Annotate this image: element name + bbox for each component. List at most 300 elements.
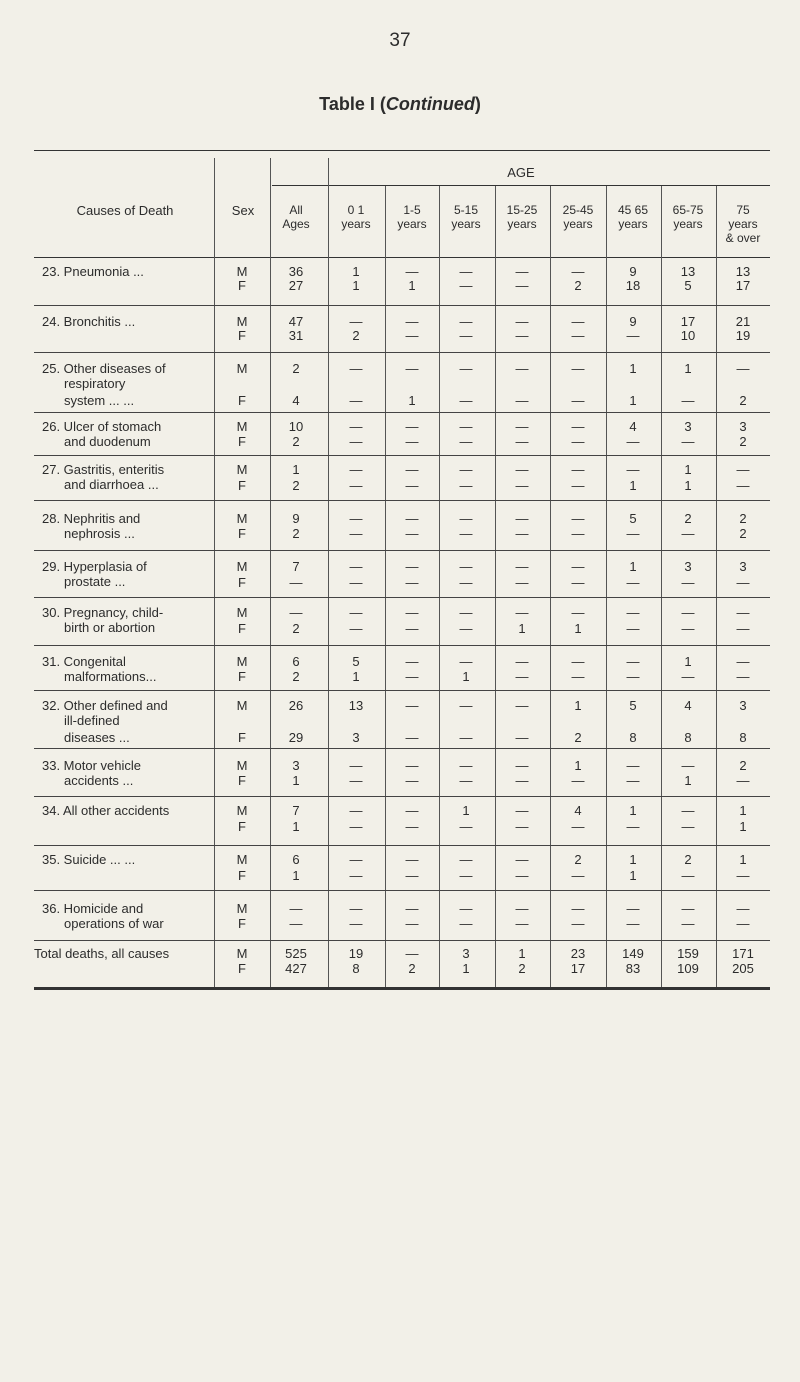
female-death-count: — (681, 868, 695, 883)
female-death-count: — (515, 434, 529, 449)
male-death-count: 1 (629, 803, 637, 818)
male-death-count: — (405, 605, 419, 620)
female-death-count: 1 (408, 278, 416, 293)
age-column-header-line: years (451, 217, 481, 231)
female-death-count: — (289, 575, 303, 590)
female-death-count: — (571, 669, 585, 684)
female-death-count: — (571, 478, 585, 493)
row-separator (34, 500, 770, 501)
female-death-count: — (349, 819, 363, 834)
causes-header: Causes of Death (76, 203, 174, 218)
female-death-count: — (459, 434, 473, 449)
sex-header: Sex (231, 203, 255, 218)
female-death-count: — (349, 575, 363, 590)
male-death-count: — (681, 803, 695, 818)
cause-of-death-label (42, 419, 161, 449)
age-column-header-line: All (289, 203, 303, 217)
female-death-count: 1 (352, 278, 360, 293)
female-death-count: 18 (625, 278, 641, 293)
male-death-count: 13 (735, 264, 751, 279)
female-death-count: — (626, 526, 640, 541)
male-death-count: — (571, 654, 585, 669)
female-death-count: — (349, 478, 363, 493)
male-death-count: — (515, 559, 529, 574)
male-death-count: — (681, 758, 695, 773)
female-death-count: — (736, 868, 750, 883)
header-bottom-rule (34, 257, 770, 258)
male-death-count: 1 (684, 462, 692, 477)
female-death-count: — (405, 819, 419, 834)
cause-label-line: system ... ... (64, 393, 135, 408)
male-death-count: — (681, 605, 695, 620)
male-death-count: — (626, 901, 640, 916)
female-death-count: — (349, 393, 363, 408)
male-death-count: — (571, 264, 585, 279)
male-death-count: — (736, 605, 750, 620)
sex-label-f: F (238, 478, 246, 493)
male-death-count: 9 (629, 314, 637, 329)
age-column-header (438, 203, 494, 231)
female-death-count: — (515, 478, 529, 493)
sex-label-m: M (236, 559, 248, 574)
cause-label-line: operations of war (64, 916, 164, 931)
male-death-count: 1 (739, 852, 747, 867)
female-death-count: 109 (677, 961, 699, 976)
female-death-count: — (571, 773, 585, 788)
female-death-count: — (459, 868, 473, 883)
male-death-count: 5 (629, 511, 637, 526)
male-death-count: 3 (684, 559, 692, 574)
female-death-count: — (571, 916, 585, 931)
male-death-count: 3 (684, 419, 692, 434)
row-separator (34, 645, 770, 646)
female-death-count: — (515, 730, 529, 745)
female-death-count: — (459, 730, 473, 745)
male-death-count: — (405, 852, 419, 867)
row-separator (34, 412, 770, 413)
sex-label-f: F (238, 669, 246, 684)
cause-label-line: prostate ... (64, 574, 126, 589)
female-death-count: — (626, 621, 640, 636)
cause-label-line: and duodenum (64, 434, 151, 449)
age-column-header-line: 0 1 (347, 203, 365, 217)
female-death-count: — (405, 916, 419, 931)
cause-label-line: accidents ... (64, 773, 134, 788)
male-death-count: — (515, 419, 529, 434)
female-death-count: 1 (352, 669, 360, 684)
male-death-count: 1 (629, 559, 637, 574)
female-death-count: — (459, 575, 473, 590)
female-death-count: — (405, 328, 419, 343)
male-death-count: — (515, 698, 529, 713)
female-death-count: — (736, 773, 750, 788)
age-column-header (328, 203, 384, 231)
male-death-count: 2 (292, 361, 300, 376)
cause-label-line: ill-defined (64, 713, 120, 728)
male-death-count: — (459, 901, 473, 916)
male-death-count: 4 (684, 698, 692, 713)
male-death-count: 3 (292, 758, 300, 773)
cause-label-line: nephrosis ... (64, 526, 135, 541)
male-death-count: — (459, 462, 473, 477)
cause-label-line: 26. Ulcer of stomach (42, 419, 162, 434)
sex-label-f: F (238, 773, 246, 788)
male-death-count: 5 (352, 654, 360, 669)
male-death-count: — (736, 654, 750, 669)
male-death-count: — (571, 901, 585, 916)
cause-of-death-label (42, 698, 168, 745)
cause-label-line: respiratory (64, 376, 126, 391)
sex-label-f: F (238, 393, 246, 408)
male-death-count: — (349, 852, 363, 867)
row-separator (34, 940, 770, 941)
female-death-count: — (681, 575, 695, 590)
female-death-count: — (349, 526, 363, 541)
cause-label-line: 25. Other diseases of (42, 361, 166, 376)
male-death-count: — (349, 511, 363, 526)
female-death-count: — (626, 669, 640, 684)
cause-label-line: 30. Pregnancy, child- (42, 605, 164, 620)
female-death-count: 2 (292, 478, 300, 493)
female-death-count: 1 (462, 669, 470, 684)
female-death-count: — (459, 773, 473, 788)
female-death-count: 2 (352, 328, 360, 343)
female-death-count: — (571, 526, 585, 541)
male-death-count: 2 (684, 511, 692, 526)
age-column-header-line: 1-5 (403, 203, 421, 217)
row-separator (34, 845, 770, 846)
female-death-count: — (515, 916, 529, 931)
table-title-continued: Continued (385, 94, 475, 114)
male-death-count: — (515, 264, 529, 279)
sex-label-m: M (236, 901, 248, 916)
page-number: 37 (389, 30, 411, 51)
female-death-count: — (515, 669, 529, 684)
female-death-count: 8 (629, 730, 637, 745)
column-divider (606, 186, 607, 987)
age-column-header-line: 15-25 (506, 203, 538, 217)
male-death-count: — (515, 361, 529, 376)
male-death-count: — (405, 946, 419, 961)
cause-label-line: diseases ... (64, 730, 130, 745)
male-death-count: — (405, 462, 419, 477)
male-death-count: — (736, 901, 750, 916)
male-death-count: 1 (518, 946, 526, 961)
age-column-header-line: years (341, 217, 371, 231)
female-death-count: — (736, 575, 750, 590)
male-death-count: 7 (292, 559, 300, 574)
female-death-count: — (349, 434, 363, 449)
male-death-count: — (626, 654, 640, 669)
male-death-count: — (405, 901, 419, 916)
table-title (0, 94, 800, 115)
female-death-count: 1 (292, 868, 300, 883)
female-death-count: — (681, 526, 695, 541)
cause-of-death-label (34, 946, 169, 961)
female-death-count: 1 (629, 868, 637, 883)
cause-label-line: 35. Suicide ... ... (42, 852, 136, 867)
female-death-count: — (515, 278, 529, 293)
male-death-count: — (515, 462, 529, 477)
male-death-count: — (515, 511, 529, 526)
male-death-count: — (459, 698, 473, 713)
male-death-count: 13 (348, 698, 364, 713)
female-death-count: 4 (292, 393, 300, 408)
female-death-count: 2 (292, 434, 300, 449)
female-death-count: — (405, 730, 419, 745)
female-death-count: — (736, 916, 750, 931)
male-death-count: 1 (739, 803, 747, 818)
male-death-count: 1 (684, 361, 692, 376)
female-death-count: — (681, 819, 695, 834)
sex-label-m: M (236, 314, 248, 329)
male-death-count: — (736, 361, 750, 376)
female-death-count: — (515, 393, 529, 408)
cause-of-death-label (42, 314, 135, 329)
column-divider (661, 186, 662, 987)
male-death-count: 1 (352, 264, 360, 279)
sex-label-m: M (236, 264, 248, 279)
male-death-count: 21 (735, 314, 751, 329)
male-death-count: — (405, 698, 419, 713)
female-death-count: 2 (574, 278, 582, 293)
male-death-count: 3 (739, 698, 747, 713)
male-death-count: 3 (739, 559, 747, 574)
column-divider (328, 158, 329, 987)
male-death-count: — (626, 605, 640, 620)
age-column-header (494, 203, 550, 231)
male-death-count: 1 (462, 803, 470, 818)
female-death-count: — (626, 328, 640, 343)
male-death-count: — (736, 462, 750, 477)
male-death-count: — (349, 462, 363, 477)
cause-label-line: 24. Bronchitis ... (42, 314, 136, 329)
female-death-count: — (626, 434, 640, 449)
male-death-count: — (459, 264, 473, 279)
cause-label-line: 28. Nephritis and (42, 511, 141, 526)
male-death-count: 10 (288, 419, 304, 434)
age-column-header (715, 203, 771, 245)
female-death-count: — (736, 621, 750, 636)
male-death-count: — (459, 559, 473, 574)
female-death-count: 1 (408, 393, 416, 408)
age-column-header-line: Ages (282, 217, 310, 231)
male-death-count: — (571, 462, 585, 477)
female-death-count: — (459, 328, 473, 343)
sex-label-m: M (236, 361, 248, 376)
female-death-count: 1 (462, 961, 470, 976)
row-separator (34, 796, 770, 797)
male-death-count: 9 (629, 264, 637, 279)
female-death-count: 2 (408, 961, 416, 976)
female-death-count: — (681, 916, 695, 931)
sex-label-f: F (238, 868, 246, 883)
female-death-count: 27 (288, 278, 304, 293)
male-death-count: 2 (684, 852, 692, 867)
row-separator (34, 597, 770, 598)
column-divider (270, 158, 271, 987)
cause-of-death-label (42, 758, 141, 788)
female-death-count: — (736, 669, 750, 684)
female-death-count: — (736, 478, 750, 493)
male-death-count: — (349, 314, 363, 329)
male-death-count: — (405, 758, 419, 773)
female-death-count: 17 (570, 961, 586, 976)
female-death-count: — (405, 526, 419, 541)
sex-label-f: F (238, 278, 246, 293)
male-death-count: — (459, 654, 473, 669)
sex-label-f: F (238, 526, 246, 541)
age-column-header-line: years (728, 217, 758, 231)
female-death-count: 8 (739, 730, 747, 745)
male-death-count: — (349, 758, 363, 773)
age-column-header-line: 75 (736, 203, 750, 217)
cause-of-death-label (42, 462, 164, 492)
column-divider (385, 186, 386, 987)
cause-label-line: Total deaths, all causes (34, 946, 170, 961)
sex-label-m: M (236, 698, 248, 713)
female-death-count: — (405, 434, 419, 449)
cause-of-death-label (42, 901, 164, 931)
cause-of-death-label (42, 852, 135, 867)
male-death-count: — (459, 419, 473, 434)
cause-label-line: 23. Pneumonia ... (42, 264, 144, 279)
cause-of-death-label (42, 511, 140, 541)
cause-label-line: 29. Hyperplasia of (42, 559, 147, 574)
cause-label-line: 34. All other accidents (42, 803, 170, 818)
age-column-header-line: years (618, 217, 648, 231)
column-divider (716, 186, 717, 987)
male-death-count: 149 (622, 946, 644, 961)
male-death-count: — (405, 559, 419, 574)
female-death-count: — (515, 526, 529, 541)
sex-label-f: F (238, 730, 246, 745)
male-death-count: 47 (288, 314, 304, 329)
male-death-count: 5 (629, 698, 637, 713)
female-death-count: — (681, 621, 695, 636)
male-death-count: — (349, 419, 363, 434)
female-death-count: — (626, 916, 640, 931)
bottom-rule (34, 987, 770, 990)
female-death-count: — (571, 434, 585, 449)
male-death-count: — (571, 314, 585, 329)
female-death-count: — (349, 868, 363, 883)
sex-label-m: M (236, 462, 248, 477)
female-death-count: 5 (684, 278, 692, 293)
male-death-count: — (405, 314, 419, 329)
row-separator (34, 690, 770, 691)
age-column-header-line: 45 65 (617, 203, 649, 217)
sex-label-m: M (236, 758, 248, 773)
row-separator (34, 352, 770, 353)
female-death-count: — (349, 773, 363, 788)
female-death-count: 2 (518, 961, 526, 976)
age-column-header-line: & over (725, 231, 761, 245)
male-death-count: 171 (732, 946, 754, 961)
column-divider (214, 158, 215, 987)
male-death-count: 6 (292, 654, 300, 669)
female-death-count: — (405, 773, 419, 788)
female-death-count: — (571, 819, 585, 834)
cause-of-death-label (42, 361, 166, 408)
age-column-header (384, 203, 440, 231)
sex-label-m: M (236, 803, 248, 818)
male-death-count: 1 (684, 654, 692, 669)
cause-of-death-label (42, 264, 144, 279)
male-death-count: 2 (574, 852, 582, 867)
cause-label-line: malformations... (64, 669, 157, 684)
female-death-count: — (571, 868, 585, 883)
age-column-header (605, 203, 661, 231)
male-death-count: 159 (677, 946, 699, 961)
female-death-count: — (405, 669, 419, 684)
male-death-count: — (349, 901, 363, 916)
male-death-count: — (571, 419, 585, 434)
male-death-count: 6 (292, 852, 300, 867)
age-header: AGE (507, 165, 535, 180)
female-death-count: 1 (518, 621, 526, 636)
sex-label-m: M (236, 654, 248, 669)
female-death-count: 2 (292, 621, 300, 636)
female-death-count: — (349, 916, 363, 931)
female-death-count: — (349, 621, 363, 636)
female-death-count: 3 (352, 730, 360, 745)
male-death-count: — (459, 758, 473, 773)
sex-label-f: F (238, 621, 246, 636)
female-death-count: — (571, 575, 585, 590)
cause-label-line: 36. Homicide and (42, 901, 144, 916)
female-death-count: 205 (732, 961, 754, 976)
female-death-count: — (515, 819, 529, 834)
male-death-count: — (459, 314, 473, 329)
female-death-count: — (459, 621, 473, 636)
age-column-header-line: years (507, 217, 537, 231)
age-rule (272, 185, 770, 186)
male-death-count: 19 (348, 946, 364, 961)
male-death-count: — (681, 901, 695, 916)
male-death-count: — (515, 901, 529, 916)
male-death-count: — (405, 511, 419, 526)
female-death-count: 1 (629, 478, 637, 493)
sex-label-m: M (236, 511, 248, 526)
male-death-count: — (405, 654, 419, 669)
male-death-count: 1 (574, 758, 582, 773)
male-death-count: 3 (462, 946, 470, 961)
male-death-count: — (349, 803, 363, 818)
male-death-count: — (515, 314, 529, 329)
male-death-count: 17 (680, 314, 696, 329)
sex-label-m: M (236, 419, 248, 434)
male-death-count: — (515, 654, 529, 669)
age-column-header-line: 25-45 (562, 203, 594, 217)
female-death-count: 2 (292, 669, 300, 684)
male-death-count: 1 (629, 852, 637, 867)
sex-label-f: F (238, 961, 246, 976)
female-death-count: 2 (739, 526, 747, 541)
male-death-count: — (405, 361, 419, 376)
row-separator (34, 550, 770, 551)
top-rule (34, 150, 770, 151)
female-death-count: — (626, 575, 640, 590)
female-death-count: 1 (574, 621, 582, 636)
age-column-header-line: 5-15 (453, 203, 479, 217)
age-column-header (550, 203, 606, 231)
sex-label-f: F (238, 575, 246, 590)
female-death-count: — (515, 868, 529, 883)
female-death-count: — (626, 773, 640, 788)
age-column-header (660, 203, 716, 231)
female-death-count: — (459, 526, 473, 541)
